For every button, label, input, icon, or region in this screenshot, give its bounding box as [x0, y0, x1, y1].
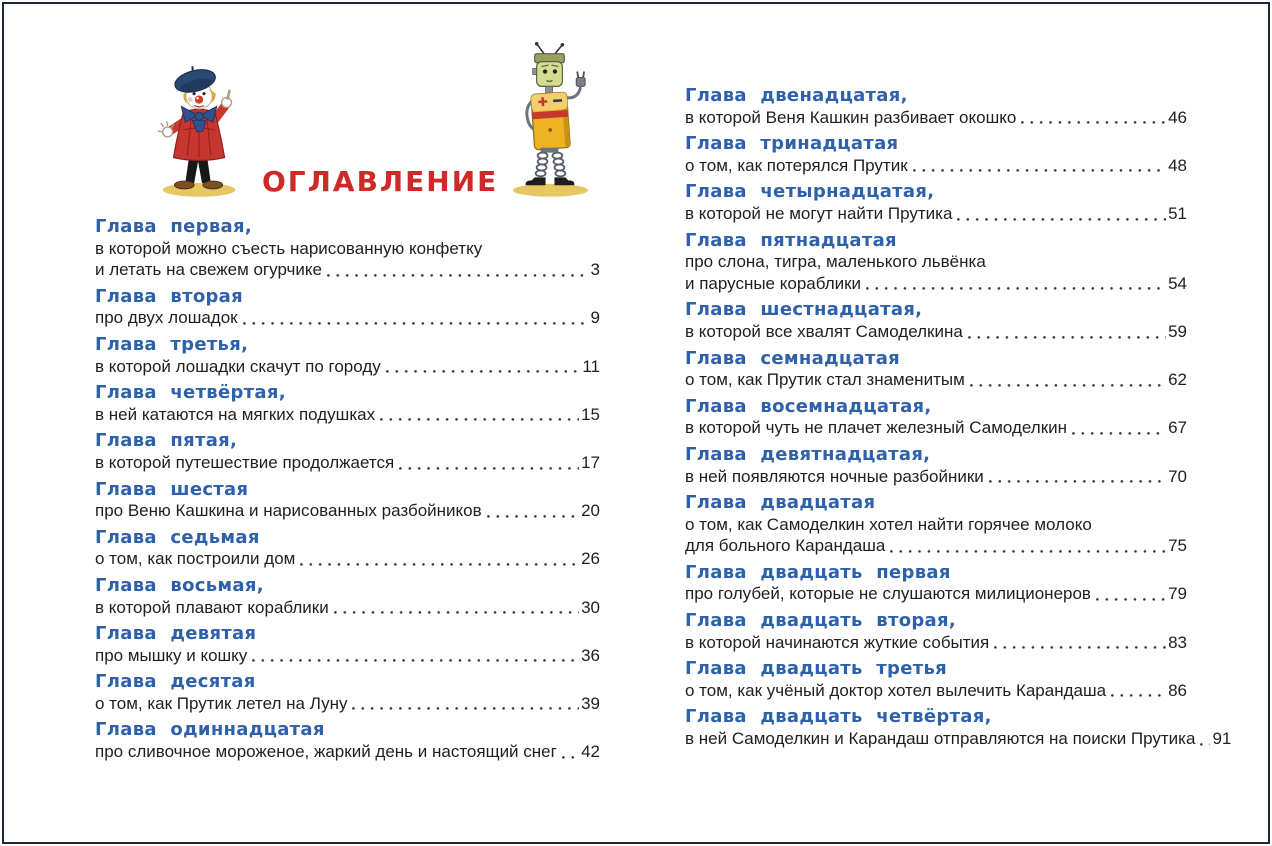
dot-leader — [1021, 121, 1166, 124]
chapter-description-row — [685, 155, 1187, 177]
dot-leader — [327, 274, 589, 277]
chapter-description: в которой плавают кораблики — [95, 597, 329, 617]
chapter-heading: Глава седьмая — [95, 526, 260, 548]
chapter-description: про мышку и кошку — [95, 645, 248, 665]
dot-leader — [1111, 694, 1166, 697]
chapter-page-number: 3 — [590, 260, 600, 280]
chapter-description: в ней появляются ночные разбойники — [685, 466, 984, 486]
toc-entry — [685, 348, 1187, 391]
chapter-page-number: 59 — [1168, 321, 1187, 341]
chapter-description: в ней Самоделкин и Карандаш отправляются на поиски Прутика — [685, 729, 1196, 749]
chapter-description: и парусные кораблики — [685, 273, 862, 293]
toc-entry — [95, 382, 600, 425]
toc-entry — [685, 658, 1187, 701]
toc-entry — [95, 527, 600, 570]
chapter-heading: Глава шестая — [95, 478, 249, 500]
chapter-heading: Глава двадцать третья — [685, 658, 947, 680]
dot-leader — [866, 287, 1166, 290]
chapter-description-row — [685, 535, 1187, 557]
chapter-description: в которой Веня Кашкин разбивает окошко — [685, 107, 1017, 127]
chapter-page-number: 75 — [1168, 536, 1187, 556]
toc-entry — [95, 334, 600, 377]
chapter-description-row — [685, 321, 1187, 343]
chapter-heading: Глава восемнадцатая, — [685, 395, 932, 417]
toc-entry — [685, 706, 1232, 749]
chapter-heading: Глава первая, — [95, 216, 252, 237]
chapter-description: о том, как потерялся Прутик — [685, 155, 908, 175]
chapter-page-number: 17 — [581, 452, 600, 472]
chapter-description-row — [685, 632, 1187, 654]
chapter-description: в которой лошадки скачут по городу — [95, 356, 381, 376]
chapter-heading: Глава одиннадцатая — [95, 719, 325, 741]
chapter-description: о том, как Прутик летел на Луну — [95, 693, 348, 713]
toc-entry — [685, 181, 1187, 224]
toc-entry — [685, 396, 1187, 439]
chapter-description: про двух лошадок — [95, 308, 238, 328]
dot-leader — [386, 370, 581, 373]
pencil-character-illustration — [148, 60, 256, 200]
dot-leader — [968, 336, 1166, 339]
chapter-description: о том, как построили дом — [95, 549, 296, 569]
chapter-description-row — [685, 203, 1187, 225]
chapter-description-row — [685, 728, 1232, 750]
dot-leader — [1200, 743, 1210, 746]
chapter-heading: Глава двадцать первая — [685, 561, 951, 583]
chapter-description-row — [95, 452, 600, 474]
chapter-description-row — [95, 597, 600, 619]
toc-entry — [95, 623, 600, 666]
dot-leader — [1072, 432, 1166, 435]
chapter-page-number: 39 — [581, 693, 600, 713]
chapter-description-row — [95, 693, 600, 715]
chapter-page-number: 54 — [1168, 273, 1187, 293]
chapter-description: в которой чуть не плачет железный Самоделкин — [685, 418, 1068, 438]
chapter-description-row — [95, 548, 600, 570]
chapter-page-number: 9 — [590, 308, 600, 328]
toc-entry — [95, 719, 600, 762]
chapter-page-number: 20 — [581, 501, 600, 521]
chapter-description-row — [95, 500, 600, 522]
dot-leader — [487, 515, 579, 518]
dot-leader — [1096, 598, 1166, 601]
chapter-description-row — [95, 645, 600, 667]
chapter-description-row — [685, 583, 1187, 605]
chapter-description-row — [685, 369, 1187, 391]
chapter-description-line: про слона, тигра, маленького львёнка — [685, 252, 986, 272]
chapter-page-number: 67 — [1168, 418, 1187, 438]
dot-leader — [890, 550, 1166, 553]
toc-entry — [95, 286, 600, 329]
dot-leader — [380, 418, 579, 421]
chapter-description: для больного Карандаша — [685, 536, 886, 556]
dot-leader — [252, 659, 579, 662]
chapter-heading: Глава пятая, — [95, 430, 238, 452]
dot-leader — [970, 384, 1166, 387]
toc-entry — [685, 610, 1187, 653]
chapter-heading: Глава восьмая, — [95, 574, 264, 596]
chapter-heading: Глава вторая — [95, 285, 243, 307]
chapter-description: о том, как Прутик стал знаменитым — [685, 370, 965, 390]
chapter-page-number: 62 — [1168, 370, 1187, 390]
chapter-heading: Глава тринадцатая — [685, 133, 899, 155]
chapter-page-number: 91 — [1212, 729, 1232, 749]
dot-leader — [399, 467, 579, 470]
dot-leader — [300, 563, 579, 566]
chapter-page-number: 51 — [1168, 203, 1187, 223]
dot-leader — [562, 756, 579, 759]
chapter-heading: Глава семнадцатая — [685, 347, 901, 369]
robot-character-illustration — [504, 40, 598, 200]
chapter-heading: Глава двенадцатая, — [685, 85, 908, 106]
toc-entry — [95, 216, 600, 281]
dot-leader — [994, 646, 1166, 649]
chapter-heading: Глава пятнадцатая — [685, 229, 897, 251]
chapter-heading: Глава двадцать вторая, — [685, 610, 957, 632]
chapter-page-number: 26 — [581, 549, 600, 569]
chapter-heading: Глава десятая — [95, 671, 256, 693]
chapter-heading: Глава четырнадцатая, — [685, 181, 935, 203]
chapter-page-number: 86 — [1168, 680, 1187, 700]
chapter-page-number: 11 — [582, 356, 600, 376]
chapter-description: о том, как учёный доктор хотел вылечить Карандаша — [685, 680, 1107, 700]
dot-leader — [957, 218, 1166, 221]
chapter-description: в которой не могут найти Прутика — [685, 203, 953, 223]
chapter-description-line: в которой можно съесть нарисованную конфетку — [95, 238, 483, 258]
toc-entry — [685, 85, 1187, 128]
chapter-description: про сливочное мороженое, жаркий день и настоящий снег — [95, 742, 557, 762]
toc-entry — [685, 444, 1187, 487]
chapter-description: про Веню Кашкина и нарисованных разбойников — [95, 501, 482, 521]
chapter-description-row — [685, 107, 1187, 129]
dot-leader — [243, 322, 589, 325]
chapter-page-number: 46 — [1168, 107, 1187, 127]
toc-entry — [685, 299, 1187, 342]
chapter-page-number: 42 — [581, 742, 600, 762]
toc-entry — [685, 492, 1187, 557]
chapter-heading: Глава двадцать четвёртая, — [685, 706, 992, 728]
toc-column-right — [685, 85, 1232, 755]
chapter-description: в которой путешествие продолжается — [95, 452, 395, 472]
chapter-heading: Глава третья, — [95, 333, 249, 355]
contents-header — [148, 38, 538, 200]
dot-leader — [334, 611, 579, 614]
dot-leader — [913, 169, 1166, 172]
toc-entry — [685, 133, 1187, 176]
chapter-heading: Глава четвёртая, — [95, 382, 286, 404]
toc-entry — [95, 671, 600, 714]
chapter-page-number: 70 — [1168, 466, 1187, 486]
toc-entry — [95, 575, 600, 618]
chapter-page-number: 30 — [581, 597, 600, 617]
chapter-description-row — [685, 466, 1187, 488]
dot-leader — [989, 480, 1166, 483]
chapter-page-number: 15 — [581, 404, 600, 424]
toc-entry — [95, 430, 600, 473]
chapter-description-row — [95, 259, 600, 281]
page-title: ОГЛАВЛЕНИЕ — [262, 165, 499, 198]
chapter-description-row — [685, 417, 1187, 439]
toc-entry — [95, 479, 600, 522]
toc-entry — [685, 562, 1187, 605]
chapter-heading: Глава шестнадцатая, — [685, 299, 923, 321]
chapter-description-row — [95, 356, 600, 378]
chapter-description-row — [95, 307, 600, 329]
chapter-description-row — [95, 404, 600, 426]
toc-entry — [685, 230, 1187, 295]
chapter-description-row — [685, 680, 1187, 702]
chapter-page-number: 79 — [1168, 584, 1187, 604]
chapter-page-number: 48 — [1168, 155, 1187, 175]
chapter-description: и летать на свежем огурчике — [95, 260, 322, 280]
chapter-description: в которой начинаются жуткие события — [685, 632, 990, 652]
chapter-description: про голубей, которые не слушаются милиционеров — [685, 584, 1091, 604]
chapter-page-number: 83 — [1168, 632, 1187, 652]
chapter-heading: Глава девятая — [95, 623, 257, 645]
chapter-page-number: 36 — [581, 645, 600, 665]
chapter-heading: Глава двадцатая — [685, 492, 876, 514]
dot-leader — [352, 707, 579, 710]
chapter-description-row — [685, 273, 1187, 295]
chapter-description: в ней катаются на мягких подушках — [95, 404, 376, 424]
chapter-description-row — [95, 741, 600, 763]
toc-column-left — [95, 216, 600, 768]
chapter-description-line: о том, как Самоделкин хотел найти горячее молоко — [685, 514, 1092, 534]
chapter-heading: Глава девятнадцатая, — [685, 443, 931, 465]
chapter-description: в которой все хвалят Самоделкина — [685, 321, 963, 341]
